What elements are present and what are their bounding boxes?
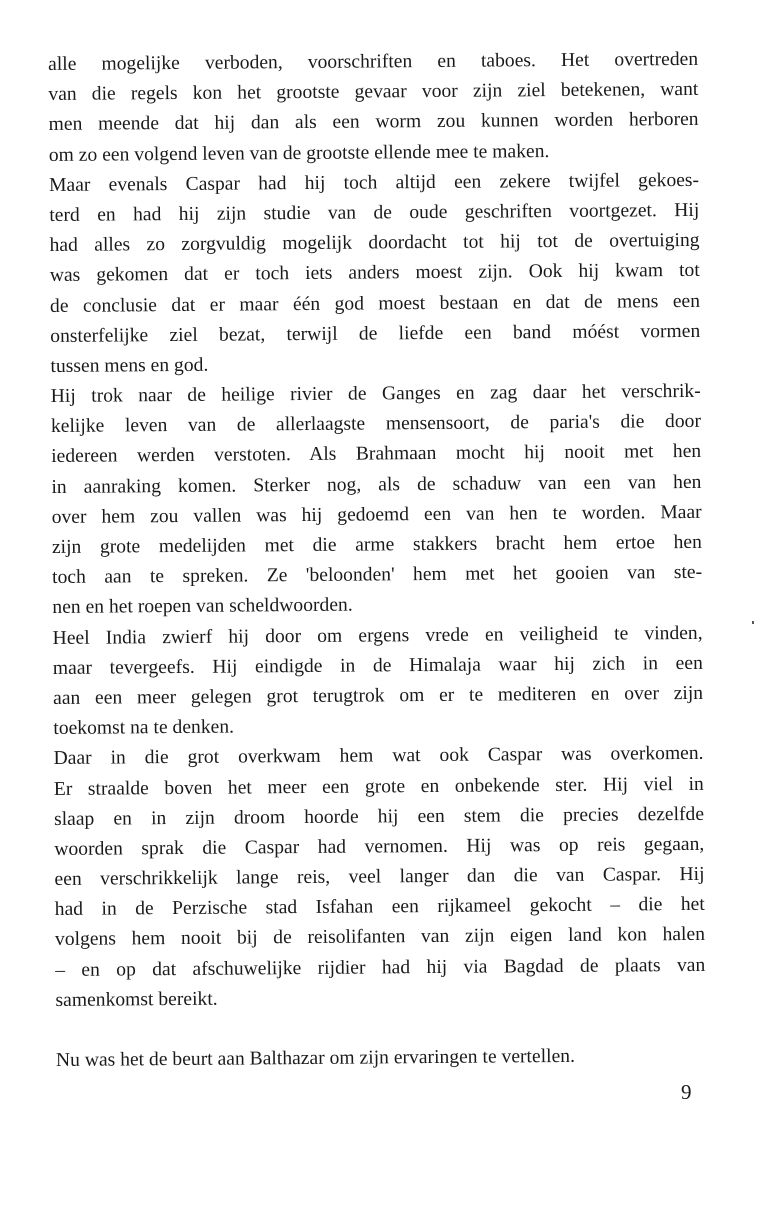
text-line: samenkomst bereikt. (55, 988, 218, 1011)
text-line: – en op dat afschuwelijke rijdier had hij via Bagdad de plaats van (55, 954, 706, 981)
text-line: nen en het roepen van scheldwoorden. (52, 594, 353, 619)
text-line: Hij trok naar de heilige rivier de Ganges en zag daar het verschrik- (50, 380, 701, 408)
text-line: in aanraking komen. Sterker nog, als de schaduw van een van hen (51, 471, 702, 498)
text-line: om zo een volgend leven van de grootste ellende mee te maken. (48, 140, 550, 166)
text-line: slaap en in zijn droom hoorde hij een stem die precies dezelfde (53, 803, 705, 830)
text-line: men meende dat hij dan als een worm zou kunnen worden herboren (48, 109, 699, 136)
text-line: tussen mens en god. (50, 354, 209, 377)
text-line: een verschrikkelijk lange reis, veel langer dan die van Caspar. Hij (54, 863, 705, 891)
text-line: toekomst na te denken. (53, 716, 235, 740)
text-line: Er straalde boven het meer een grote en onbekende ster. Hij viel in (53, 773, 704, 800)
text-line: kelijke leven van de allerlaagste mensensoort, de paria's die door (50, 411, 702, 438)
text-line: maar tevergeefs. Hij eindigde in de Himalaja waar hij zich in een (52, 652, 703, 679)
text-line: woorden sprak die Caspar had vernomen. Hij was op reis gegaan, (54, 833, 705, 860)
text-line: de conclusie dat er maar één god moest bestaan en dat de mens een (49, 290, 701, 317)
text-line: terd en had hij zijn studie van de oude geschriften voortgezet. Hij (49, 199, 700, 226)
text-line: was gekomen dat er toch iets anders moest zijn. Ook hij kwam tot (49, 260, 700, 287)
page-number: 9 (681, 1080, 692, 1104)
text-line: toch aan te spreken. Ze 'beloonden' hem met het gooien van ste- (52, 562, 703, 589)
text-line: van die regels kon het grootste gevaar voor zijn ziel betekenen, want (48, 79, 699, 106)
text-line: had alles zo zorgvuldig mogelijk doordacht tot hij tot de overtuiging (49, 230, 700, 257)
text-line: Nu was het de beurt aan Balthazar om zijn ervaringen te vertellen. (55, 1046, 576, 1072)
scan-speck (752, 621, 754, 624)
text-line: over hem zou vallen was hij gedoemd een van hen te worden. Maar (51, 501, 702, 528)
text-line: onsterfelijke ziel bezat, terwijl de liefde een band móést vormen (50, 320, 701, 347)
text-line: had in de Perzische stad Isfahan een rijkameel gekocht – die het (54, 894, 705, 921)
text-line: aan een meer gelegen grot terugtrok om er te mediteren en over zijn (53, 682, 704, 709)
text-line: Maar evenals Caspar had hij toch altijd een zekere twijfel gekoes- (48, 169, 700, 196)
text-line: alle mogelijke verboden, voorschriften en taboes. Het overtreden (48, 48, 699, 75)
text-line: Heel India zwierf hij door om ergens vrede en veiligheid te vinden, (52, 622, 703, 649)
text-line: volgens hem nooit bij de reisolifanten van zijn eigen land kon halen (54, 924, 706, 951)
text-line: Daar in die grot overkwam hem wat ook Caspar was overkomen. (53, 743, 704, 770)
book-page-text (48, 45, 706, 1076)
text-line: iedereen werden verstoten. Als Brahmaan mocht hij nooit met hen (51, 441, 702, 468)
text-line: zijn grote medelijden met die arme stakkers bracht hem ertoe hen (51, 531, 702, 558)
